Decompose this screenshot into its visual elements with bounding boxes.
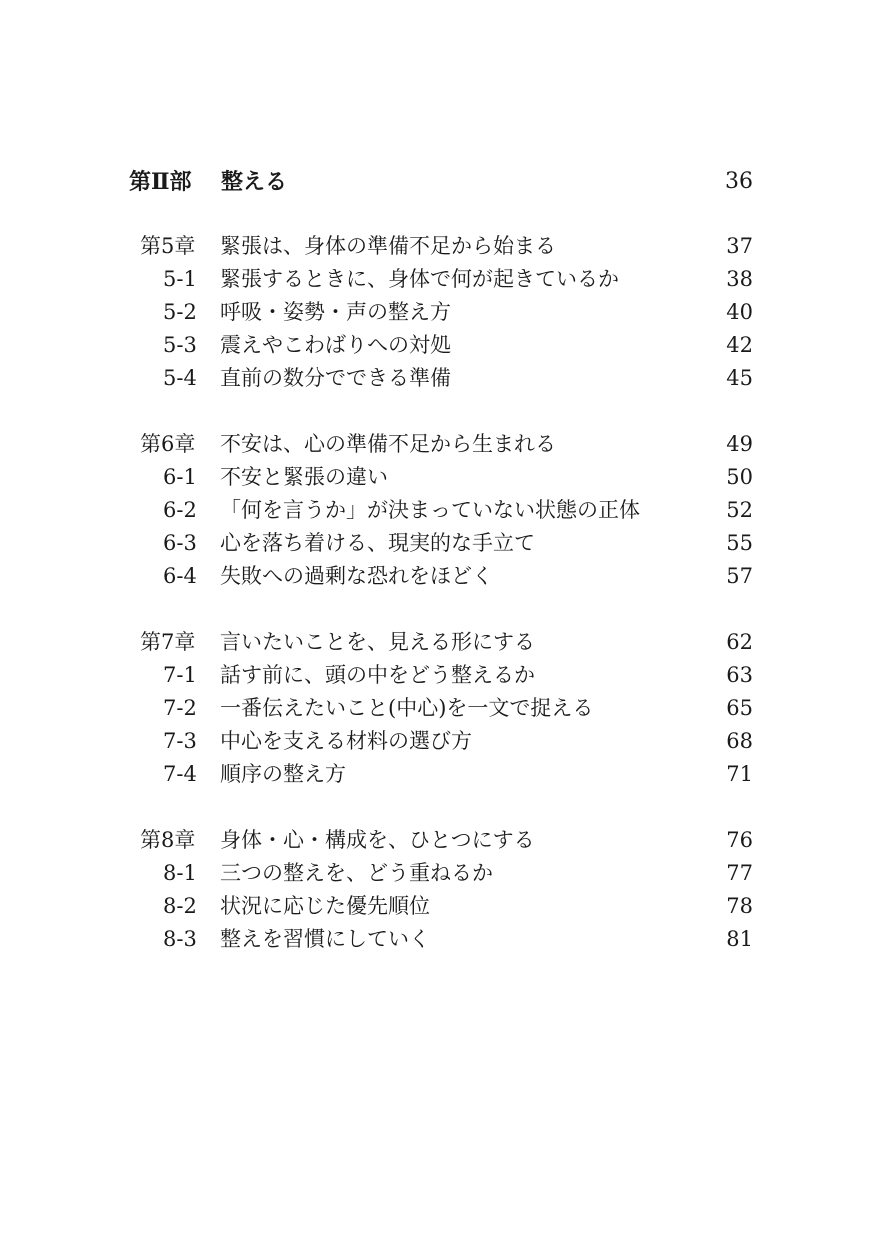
chapter-label: 第6章 [140,432,196,456]
section-row [140,692,753,725]
section-row [140,560,753,593]
chapter-label: 第8章 [140,828,196,852]
section-title: 話す前に、頭の中をどう整えるか [220,663,535,687]
section-row [140,857,753,890]
section-number: 7-1 [163,663,197,687]
part-label: 第Ⅱ部 [129,169,192,195]
chapter-title: 言いたいことを、見える形にする [220,630,535,654]
section-number: 6-2 [163,498,197,522]
section-page-number: 63 [726,663,753,687]
section-title: 緊張するときに、身体で何が起きているか [220,267,619,291]
chapter-block-7 [140,626,753,791]
section-number: 7-2 [163,696,197,720]
section-row [140,494,753,527]
section-row [140,725,753,758]
chapter-page-number: 76 [726,828,753,852]
chapter-page-number: 62 [726,630,753,654]
part-page-number: 36 [725,169,753,194]
section-number: 6-4 [163,564,197,588]
section-number: 5-4 [163,366,197,390]
chapter-row [140,230,753,263]
section-number: 5-2 [163,300,197,324]
section-number: 7-4 [163,762,197,786]
section-title: 震えやこわばりへの対処 [220,333,451,357]
section-page-number: 78 [726,894,753,918]
section-row [140,461,753,494]
chapter-page-number: 49 [726,432,753,456]
section-number: 8-3 [163,927,197,951]
section-number: 5-3 [163,333,197,357]
section-page-number: 71 [726,762,753,786]
section-page-number: 68 [726,729,753,753]
section-title: 不安と緊張の違い [220,465,388,489]
section-page-number: 40 [726,300,753,324]
section-title: 順序の整え方 [220,762,346,786]
section-number: 6-1 [163,465,197,489]
section-title: 「何を言うか」が決まっていない状態の正体 [220,498,640,522]
section-page-number: 50 [726,465,753,489]
section-page-number: 57 [726,564,753,588]
section-title: 状況に応じた優先順位 [220,894,430,918]
section-page-number: 52 [726,498,753,522]
chapter-title: 緊張は、身体の準備不足から始まる [220,234,556,258]
section-number: 7-3 [163,729,197,753]
section-number: 8-2 [163,894,197,918]
section-title: 中心を支える材料の選び方 [220,729,472,753]
section-page-number: 81 [726,927,753,951]
section-title: 三つの整えを、どう重ねるか [220,861,493,885]
part-heading [129,166,753,198]
section-row [140,263,753,296]
section-row [140,923,753,956]
section-number: 5-1 [163,267,197,291]
section-title: 失敗への過剰な恐れをほどく [220,564,493,588]
section-page-number: 38 [726,267,753,291]
section-number: 8-1 [163,861,197,885]
section-row [140,329,753,362]
section-page-number: 65 [726,696,753,720]
section-page-number: 45 [726,366,753,390]
chapter-title: 不安は、心の準備不足から生まれる [220,432,556,456]
chapter-block-6 [140,428,753,593]
section-page-number: 77 [726,861,753,885]
chapter-block-8 [140,824,753,956]
chapter-label: 第5章 [140,234,196,258]
chapter-row [140,824,753,857]
section-row [140,296,753,329]
chapter-page-number: 37 [726,234,753,258]
section-title: 整えを習慣にしていく [220,927,430,951]
section-page-number: 42 [726,333,753,357]
chapter-block-5 [140,230,753,395]
section-row [140,659,753,692]
section-number: 6-3 [163,531,197,555]
section-title: 一番伝えたいこと(中心)を一文で捉える [220,696,594,720]
chapter-row [140,428,753,461]
chapter-label: 第7章 [140,630,196,654]
section-page-number: 55 [726,531,753,555]
section-row [140,362,753,395]
section-title: 直前の数分でできる準備 [220,366,451,390]
section-row [140,527,753,560]
chapter-title: 身体・心・構成を、ひとつにする [220,828,535,852]
section-row [140,758,753,791]
chapter-row [140,626,753,659]
section-title: 心を落ち着ける、現実的な手立て [220,531,535,555]
part-title: 整える [221,169,288,195]
section-row [140,890,753,923]
section-title: 呼吸・姿勢・声の整え方 [220,300,451,324]
